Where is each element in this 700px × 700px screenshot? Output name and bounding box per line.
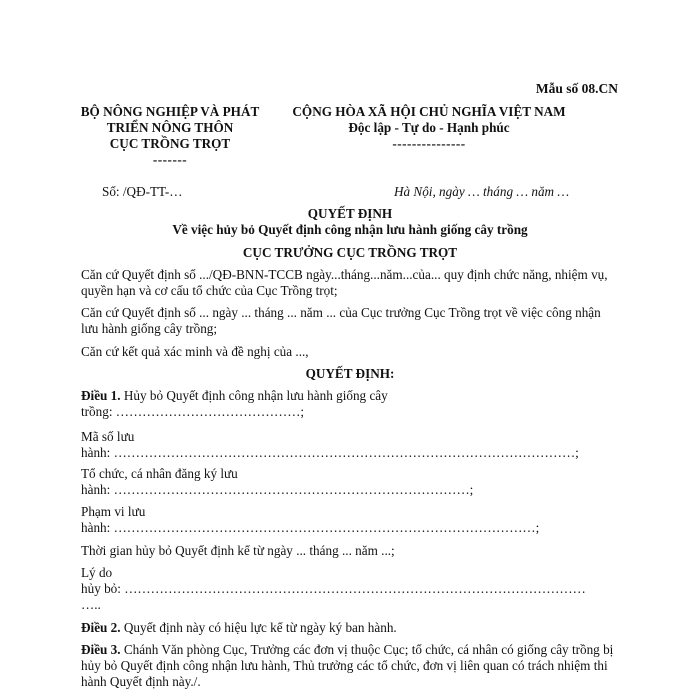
national-separator: --------------- <box>392 136 466 151</box>
article-1-line <box>81 388 388 404</box>
reason-field-tail: ….. <box>81 597 101 612</box>
agency-separator: ------- <box>152 152 188 167</box>
national-motto: Độc lập - Tự do - Hạnh phúc <box>348 120 510 135</box>
department-name: CỤC TRỒNG TRỌT <box>109 136 231 151</box>
place-date: Hà Nội, ngày … tháng … năm … <box>394 184 570 199</box>
article-3 <box>81 642 621 690</box>
revocation-time: Thời gian hủy bỏ Quyết định kể từ ngày ... tháng ... năm ...; <box>81 543 395 558</box>
org-field: hành: ………………………………………………………………………; <box>81 482 474 497</box>
scope-label: Phạm vi lưu <box>81 504 146 519</box>
article-1-label: Điều 1. <box>81 388 121 403</box>
decision-title: QUYẾT ĐỊNH <box>307 206 393 221</box>
code-label: Mã số lưu <box>81 429 135 444</box>
article-3-text: Chánh Văn phòng Cục, Trưởng các đơn vị thuộc Cục; tổ chức, cá nhân có giống cây trồng bị hủy bỏ Quyết định công nhận lưu hành, Thủ trưởng các tổ chức, đơn vị liên quan có trách nhiệm thi hành Quyết định này./. <box>81 642 614 689</box>
national-header <box>276 104 582 152</box>
agency-header <box>70 104 270 168</box>
form-number: Mẫu số 08.CN <box>535 81 618 96</box>
code-field: hành: ……………………………………………………………………………………………; <box>81 445 579 460</box>
article-1-text: Hủy bỏ Quyết định công nhận lưu hành giống cây <box>120 388 388 403</box>
ministry-line-1: BỘ NÔNG NGHIỆP VÀ PHÁT <box>80 104 260 119</box>
document-number: Số: /QĐ-TT-… <box>102 184 183 199</box>
legal-basis-1: Căn cứ Quyết định số .../QĐ-BNN-TCCB ngày...tháng...năm...của... quy định chức năng, nhiệm vụ, quyền hạn và cơ cấu tổ chức của Cục Trồng trọt; <box>81 267 608 298</box>
scope-field: hành: ……………………………………………………………………………………; <box>81 520 540 535</box>
decision-authority: CỤC TRƯỞNG CỤC TRỒNG TRỌT <box>242 245 458 260</box>
article-3-label: Điều 3. <box>81 642 121 657</box>
legal-basis-3: Căn cứ kết quả xác minh và đề nghị của ..., <box>81 344 309 359</box>
org-label: Tổ chức, cá nhân đăng ký lưu <box>81 466 238 481</box>
decision-subject: Về việc hủy bỏ Quyết định công nhận lưu hành giống cây trồng <box>172 222 528 237</box>
article-2-text: Quyết định này có hiệu lực kể từ ngày ký ban hành. <box>120 620 397 635</box>
reason-label: Lý do <box>81 565 113 580</box>
legal-basis-2: Căn cứ Quyết định số ... ngày ... tháng ... năm ... của Cục trưởng Cục Trồng trọt về việc công nhận lưu hành giống cây trồng; <box>81 305 601 336</box>
article-1-crop-field: trồng: ……………………………………; <box>81 404 305 419</box>
ministry-line-2: TRIỂN NÔNG THÔN <box>106 120 234 135</box>
article-2 <box>81 620 397 636</box>
decides-heading: QUYẾT ĐỊNH: <box>305 366 395 381</box>
reason-field: hủy bỏ: …………………………………………………………………………………………… <box>81 581 586 596</box>
article-2-label: Điều 2. <box>81 620 121 635</box>
national-title: CỘNG HÒA XÃ HỘI CHỦ NGHĨA VIỆT NAM <box>292 104 566 119</box>
